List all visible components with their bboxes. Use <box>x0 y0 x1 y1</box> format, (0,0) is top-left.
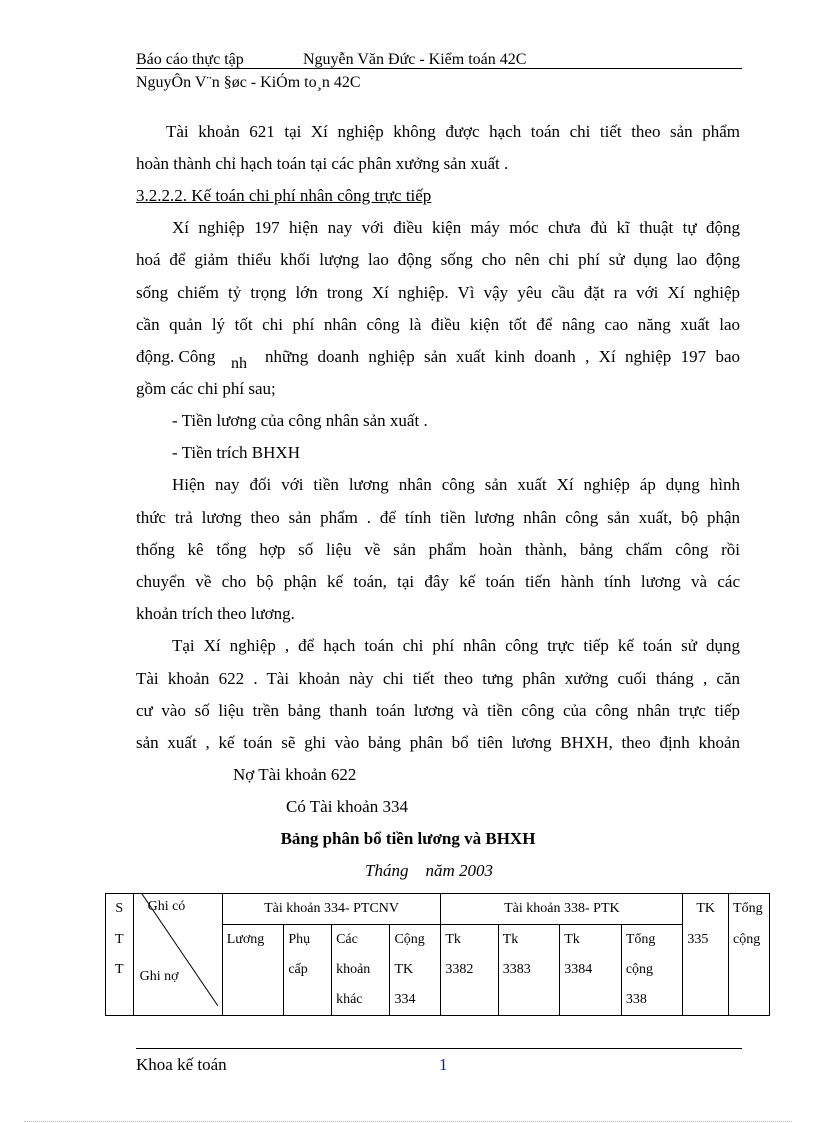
p2-line-5-sub: nh <box>231 355 247 372</box>
col-cackhoan-3: khác <box>332 985 390 1016</box>
col-3384-2: 3384 <box>560 955 622 985</box>
p2-line-1: Xí nghiệp 197 hiện nay với điều kiện máy móc chưa đủ kĩ thuật tự động <box>172 218 740 237</box>
col-phucap-1: Phụ <box>284 925 332 956</box>
tong-cong-top: Tổng <box>729 894 770 925</box>
table-header-row-1 <box>106 894 770 925</box>
p2-line-6: gồm các chi phí sau; <box>136 379 276 398</box>
p2-line-3: sống chiếm tỷ trọng lớn trong Xí nghiệp. Vì vậy yêu cầu đặt ra với Xí nghiệp <box>136 283 740 302</box>
header-rule <box>136 68 742 69</box>
credit-entry: Có Tài khoản 334 <box>286 797 408 816</box>
col-3383-blank <box>498 985 560 1016</box>
tong-cong-blank-2 <box>729 985 770 1016</box>
p3-line-1: Hiện nay đối với tiền lương nhân công sản xuất Xí nghiệp áp dụng hình <box>172 475 740 494</box>
table-subtitle: Tháng năm 2003 <box>365 861 493 880</box>
footer-left: Khoa kế toán <box>136 1055 227 1074</box>
p2-line-4: cần quản lý tốt chi phí nhân công là điều kiện tốt để nâng cao năng xuất lao <box>136 315 740 334</box>
stt-cell-1: S <box>106 894 134 925</box>
col-3383-2: 3383 <box>498 955 560 985</box>
col-cong334-3: 334 <box>390 985 441 1016</box>
stt-cell-2: T <box>106 925 134 956</box>
tk335-top: TK <box>683 894 729 925</box>
col-3382-1: Tk <box>441 925 498 956</box>
col-3382-2: 3382 <box>441 955 498 985</box>
col-phucap-blank <box>284 985 332 1016</box>
col-3383-1: Tk <box>498 925 560 956</box>
p1-line-2: hoàn thành chỉ hạch toán tại các phân xưởng sản xuất . <box>136 154 509 173</box>
tk335-blank <box>683 955 729 985</box>
group-338-header: Tài khoản 338- PTK <box>441 894 683 925</box>
p4-line-1: Tại Xí nghiệp , để hạch toán chi phí nhân công trực tiếp kế toán sử dụng <box>172 636 740 655</box>
col-tong338-2: cộng <box>621 955 683 985</box>
col-tong338-1: Tổng <box>621 925 683 956</box>
header-left: Báo cáo thực tập <box>136 51 244 68</box>
section-heading: 3.2.2.2. Kế toán chi phí nhân công trực tiếp <box>136 186 432 205</box>
col-3382-blank <box>441 985 498 1016</box>
col-cong334-1: Cộng <box>390 925 441 956</box>
p3-line-3: thống kê tổng hợp số liệu về sản phẩm hoàn thành, bảng chấm công rồi <box>136 540 740 559</box>
p2-line-5-a: động. Công <box>136 347 216 366</box>
bullet-2: - Tiền trích BHXH <box>172 443 300 462</box>
table-title: Bảng phân bổ tiền lương và BHXH <box>280 829 536 848</box>
p3-line-2: thức trả lương theo sản phẩm . để tính tiền lương nhân công sản xuất, bộ phận <box>136 508 740 527</box>
p4-line-4: sản xuất , kế toán sẽ ghi vào bảng phân bổ tiên lương BHXH, theo định khoản <box>136 733 740 752</box>
ghi-co-label: Ghi có <box>147 899 186 914</box>
p3-line-5: khoản trích theo lương. <box>136 604 295 623</box>
ghi-no-label: Ghi nợ <box>139 969 179 984</box>
tong-cong-blank <box>729 955 770 985</box>
tk335-bottom: 335 <box>683 925 729 956</box>
col-3384-1: Tk <box>560 925 622 956</box>
p4-line-2: Tài khoản 622 . Tài khoản này chi tiết theo tưng phân xưởng cuối tháng , căn <box>136 669 740 688</box>
debit-entry: Nợ Tài khoản 622 <box>233 765 357 784</box>
p2-line-2: hoá để giảm thiểu khối lượng lao động sống cho nên chi phí sử dụng lao động <box>136 250 740 269</box>
p1-line-1: Tài khoản 621 tại Xí nghiệp không được hạch toán chi tiết theo sản phẩm <box>166 122 740 141</box>
tk335-blank-2 <box>683 985 729 1016</box>
col-tong338-3: 338 <box>621 985 683 1016</box>
allocation-table <box>105 893 770 1016</box>
p2-line-5-b: những doanh nghiệp sản xuất kinh doanh , Xí nghiệp 197 bao <box>265 347 740 366</box>
col-luong: Lương <box>222 925 284 956</box>
col-3384-blank <box>560 985 622 1016</box>
stt-cell-4 <box>106 985 134 1016</box>
tong-cong-bottom: cộng <box>729 925 770 956</box>
header-garbled: NguyÔn V¨n §øc - KiÓm to¸n 42C <box>136 74 361 91</box>
col-cackhoan-2: khoản <box>332 955 390 985</box>
page-bottom-edge <box>24 1121 792 1122</box>
p3-line-4: chuyển về cho bộ phận kế toán, tại đây kế toán tiến hành tính lương và các <box>136 572 740 591</box>
col-phucap-2: cấp <box>284 955 332 985</box>
ghi-co-ghi-no-cell <box>133 894 222 1016</box>
stt-cell-3: T <box>106 955 134 985</box>
col-luong-blank <box>222 955 284 985</box>
col-luong-blank-2 <box>222 985 284 1016</box>
col-cong334-2: TK <box>390 955 441 985</box>
p4-line-3: cư vào số liệu trền bảng thanh toán lương và tiền công của công nhân trực tiếp <box>136 701 740 720</box>
header-right: Nguyễn Văn Đức - Kiểm toán 42C <box>303 51 527 68</box>
footer-rule <box>136 1048 742 1049</box>
col-cackhoan-1: Các <box>332 925 390 956</box>
page-number: 1 <box>439 1055 448 1074</box>
group-334-header: Tài khoản 334- PTCNV <box>222 894 441 925</box>
bullet-1: - Tiền lương của công nhân sản xuất . <box>172 411 428 430</box>
